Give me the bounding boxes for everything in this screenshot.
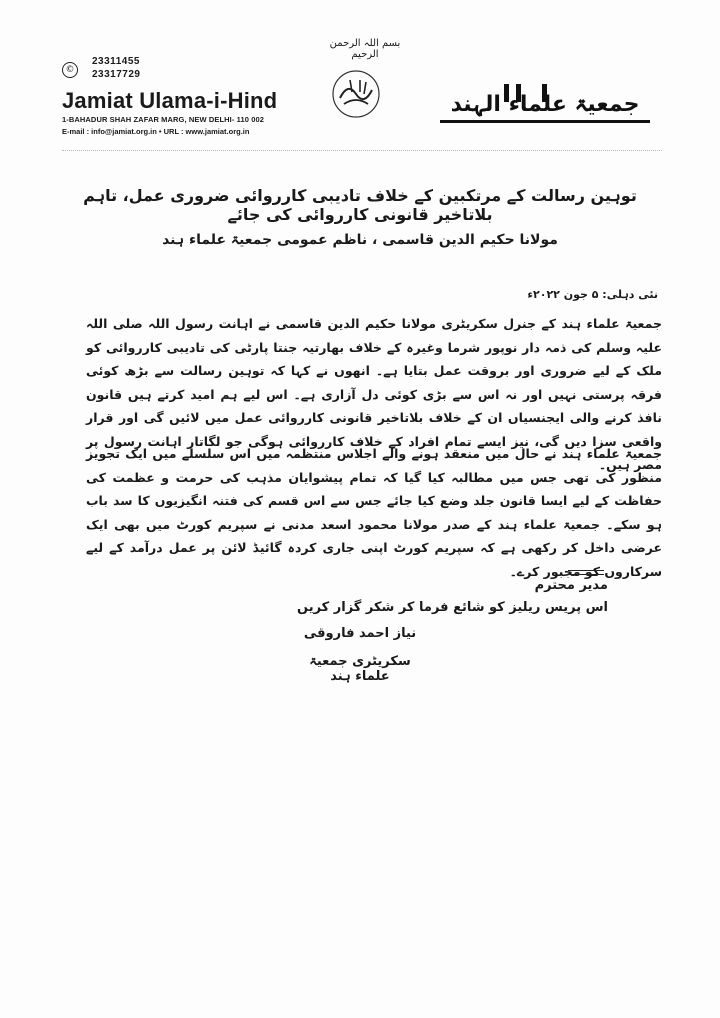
phone-number: 23317729 xyxy=(92,69,141,80)
organization-contact: E-mail : info@jamiat.org.in • URL : www.jamiat.org.in xyxy=(62,127,250,136)
salutation: مدیر محترم xyxy=(534,578,608,593)
signatory-title: سکریٹری جمعیۃ علماء ہند xyxy=(309,654,411,684)
bismillah: بسم اللہ الرحمن الرحیم xyxy=(329,38,401,60)
separator-dashes xyxy=(568,574,604,575)
phone-icon: © xyxy=(62,62,78,78)
paragraph: جمعیۃ علماء ہند نے حال میں منعقد ہونے والے اجلاس منتظمہ میں اس سلسلے میں ایک تجویز منظور کی تھی جس میں مطالبہ کیا گیا کہ تمام پیشوایان مذہب کی حرمت و عظمت کی حفاظت کے لیے ایسا قانون جلد وضع کیا جائے جس سے اس قسم کی فتنہ انگیزیوں کا سد باب ہو سکے۔ جمعیۃ علماء ہند کے صدر مولانا محمود اسعد مدنی نے سپریم کورٹ میں بھی ایک عرضی داخل کر رکھی ہے کہ سپریم کورٹ اپنی جاری کردہ گائیڈ لائن پر عمل درآمد کے لیے سرکاروں کو مجبور کرے۔ xyxy=(86,446,662,579)
headline: توہین رسالت کے مرتکبین کے خلاف تادیبی کارروائی ضروری عمل، تاہم بلاتاخیر قانونی کارروائی کی جائے xyxy=(83,186,637,224)
signatory-name: نیاز احمد فاروقی xyxy=(303,626,417,641)
organization-address: 1-BAHADUR SHAH ZAFAR MARG, NEW DELHI- 110 002 xyxy=(62,115,265,124)
paragraph: جمعیۃ علماء ہند کے جنرل سکریٹری مولانا حکیم الدین قاسمی نے اہانت رسول اللہ صلی اللہ علیہ وسلم کی ذمہ دار نوپور شرما وغیرہ کے خلاف بھارتیہ جنتا پارٹی کی تادیبی کارروائی کو ملک کے لیے ضروری اور بروقت عمل بتایا ہے۔ انھوں نے کہا کہ توہین رسالت سے بڑھ کوئی فرقہ پرستی نہیں اور نہ اس سے بڑی کوئی دل آزاری ہے۔ اس لیے ہم امید کرتے ہیں قانون نافذ کرنے والی ایجنسیاں ان کے خلاف بلاتاخیر قانونی کارروائی عمل میں لائیں گی اور قرار واقعی سزا دیں گی، نیز ایسے تمام افراد کے خلاف کارروائی ہوگی جو لگاتار اہانت رسول پر مصر ہیں۔ xyxy=(86,316,662,472)
organization-name: Jamiat Ulama-i-Hind xyxy=(62,88,278,113)
phone-number: 23311455 xyxy=(92,56,140,67)
separator-dashes xyxy=(568,570,604,571)
subheadline: مولانا حکیم الدین قاسمی ، ناظم عمومی جمعیۃ علماء ہند xyxy=(162,232,558,248)
publication-request: اس پریس ریلیز کو شائع فرما کر شکر گزار کریں xyxy=(297,600,608,615)
urdu-logo-text: جمعیۃ علماء الہند xyxy=(450,92,640,117)
phone-numbers xyxy=(92,55,141,81)
dateline: نئی دہلی: ۵ جون ۲۰۲۲ء xyxy=(527,288,658,301)
header-divider xyxy=(62,150,662,151)
calligraphy-emblem-icon xyxy=(330,68,382,120)
